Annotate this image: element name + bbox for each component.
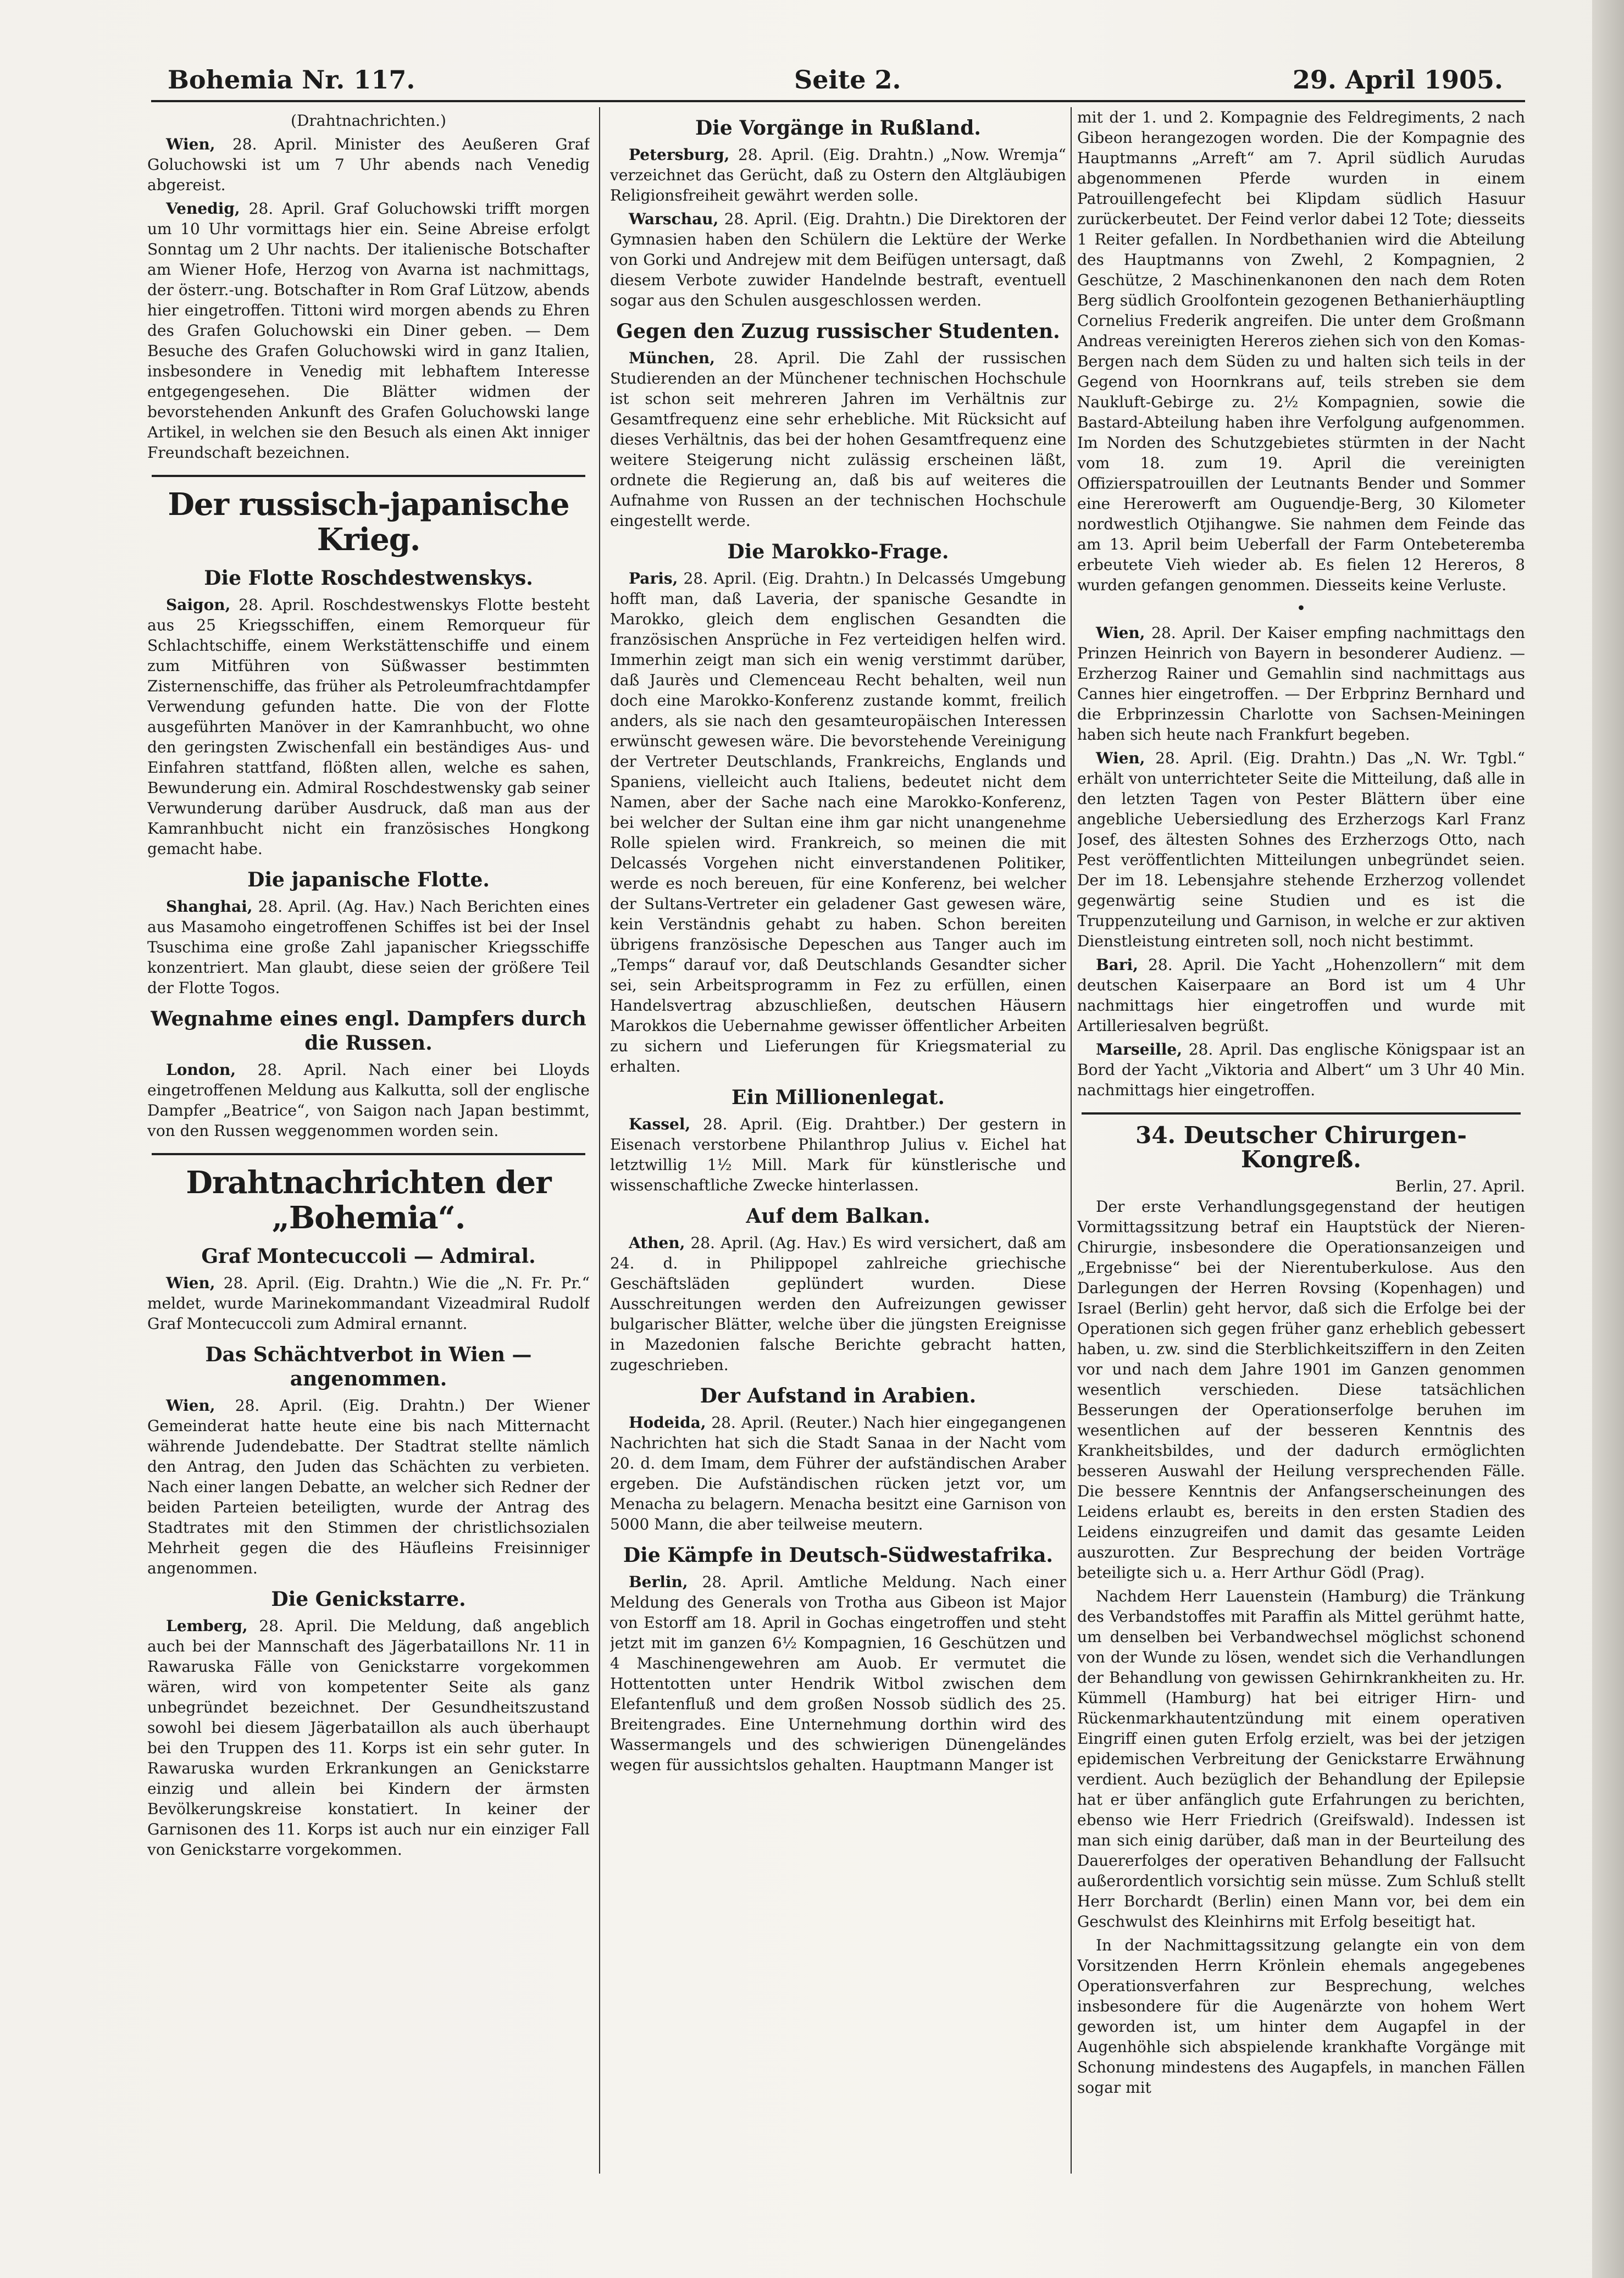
article-heading: Der Aufstand in Arabien. [700, 1384, 977, 1407]
article-paragraph: Warschau, 28. April. (Eig. Drahtn.) Die Direktoren der Gymnasien haben den Schülern die Lektüre der Werke von Gorki und Andrejew mit dem Beifügen untersagt, daß diesem Verbote zuwider Handelnde bestraft, eventuell sogar aus den Schulen ausgeschlossen werden. [610, 210, 1066, 309]
section-title: Der russisch-japanische Krieg. [168, 486, 569, 558]
dateline: Wien, [166, 1396, 215, 1415]
article-heading: Das Schächtverbot in Wien — angenommen. [205, 1343, 532, 1390]
article-paragraph: London, 28. April. Nach einer bei Lloyds eingetroffenen Meldung aus Kalkutta, soll der englische Dampfer „Beatrice“, von Saigon nach Japan bestimmt, von den Russen weggenommen worden sein. [147, 1061, 590, 1140]
column-rule-1 [599, 107, 600, 2174]
column-rule-2 [1071, 107, 1072, 2174]
article-paragraph: München, 28. April. Die Zahl der russischen Studierenden an der Münchener technischen Hochschule ist schon seit mehreren Jahren im Verhältnis zur Gesamtfrequenz eine sehr erhebliche. Mit Rücksicht auf dieses Verhältnis, das bei der hohen Gesamtfrequenz eine weitere Steigerung nicht zulässig erscheinen läßt, ordnete die Regierung an, daß bis auf weiteres die Aufnahme von Russen an der technischen Hochschule eingestellt werde. [610, 349, 1066, 530]
article-paragraph: Athen, 28. April. (Ag. Hav.) Es wird versichert, daß am 24. d. in Philippopel zahlreiche griechische Geschäftsläden geplündert wurden. Diese Ausschreitungen werden den Aufreizungen gewisser bulgarischer Blätter, welche über die jüngsten Ereignisse in Mazedonien falsche Berichte gebracht hatten, zugeschrieben. [610, 1234, 1066, 1374]
article-paragraph: Paris, 28. April. (Eig. Drahtn.) In Delcassés Umgebung hofft man, daß Laveria, der spanische Gesandte in Marokko, gleich dem englischen Gesandten die französischen Ansprüche in Fez verteidigen helfen wird. Immerhin zeigt man sich ein wenig verstimmt darüber, daß Jaurès und Clemenceau Recht behalten, weil nun doch eine Marokko-Konferenz zustande kommt, freilich anders, als sie nach den gesamteuropäischen Interessen erwünscht gewesen wäre. Die bevorstehende Vereinigung der Vertreter Deutschlands, Frankreichs, Englands und Spaniens, vielleicht auch Italiens, bedeutet nicht dem Namen, aber der Sache nach eine Marokko-Konferenz, bei welcher der Sultan eine ihm gar nicht unangenehme Rolle spielen wird. Frankreich, so meinen die mit Delcassés Vorgehen nicht einverstandenen Politiker, werde es noch bereuen, für eine Konferenz, bei welcher der Sultans-Vertreter ein geladener Gast gewesen wäre, kein Verständnis gehabt zu haben. Schon bereiten übrigens französische Depeschen aus Tanger auch im „Temps“ darauf vor, daß Deutschlands Gesandter sicher sei, sein Arbeitsprogramm in Fez zu erfüllen, einen Handelsvertrag abzuschließen, deutschen Häusern Marokkos die Uebernahme gewisser öffentlicher Arbeiten zu sichern und Lieferungen für Kriegsmaterial zu erhalten. [610, 569, 1066, 1076]
dateline: Wien, [166, 1274, 215, 1292]
article-paragraph: Lemberg, 28. April. Die Meldung, daß angeblich auch bei der Mannschaft des Jägerbataillons Nr. 11 in Rawaruska Fälle von Genickstarre vorgekommen wären, wird von kompetenter Seite als ganz unbegründet bezeichnet. Der Gesundheitszustand sowohl bei diesem Jägerbataillon als auch überhaupt bei den Truppen des 11. Korps ist ein sehr guter. In Rawaruska wurden Erkrankungen an Genickstarre einzig und allein bei Kindern der ärmsten Bevölkerungskreise konstatiert. In keiner der Garnisonen des 11. Korps ist auch nur ein einziger Fall von Genickstarre vorgekommen. [147, 1617, 590, 1859]
section-kicker: (Drahtnachrichten.) [291, 112, 446, 130]
article-paragraph: Venedig, 28. April. Graf Goluchowski trifft morgen um 10 Uhr vormittags hier ein. Seine Abreise erfolgt Sonntag um 2 Uhr nachts. Der italienische Botschafter am Wiener Hofe, Herzog von Avarna ist nachmittags, der österr.-ung. Botschafter in Rom Graf Lützow, abends hier eingetroffen. Tittoni wird morgen abends zu Ehren des Grafen Goluchowski ein Diner geben. — Dem Besuche des Grafen Goluchowski wird in ganz Italien, insbesondere in Venedig mit lebhaftem Interesse entgegengesehen. Die Blätter widmen der bevorstehenden Ankunft des Grafen Goluchowski lange Artikel, in welchen sie den Besuch als einen Akt inniger Freundschaft bezeichnen. [147, 199, 590, 462]
article-heading: Die japanische Flotte. [247, 868, 490, 891]
dateline: Shanghai, [166, 897, 253, 916]
dateline: London, [166, 1061, 236, 1079]
page-number: Seite 2. [794, 65, 901, 95]
article-paragraph: Saigon, 28. April. Roschdestwenskys Flotte besteht aus 25 Kriegsschiffen, einem Remorqueur für Schlachtschiffe, einem Werkstättenschiffe und einem zum Mitführen von Süßwasser bestimmten Zisternenschiffe, das früher als Petroleumfrachtdampfer Verwendung gefunden hatte. Die von der Flotte ausgeführten Manöver in der Kamranhbucht, wo ohne den geringsten Zwischenfall ein beständiges Aus- und Einfahren stattfand, flößten allen, welche es sahen, Bewunderung ein. Admiral Roschdestwensky gab seiner Verwunderung darüber Ausdruck, daß man aus der Kamranhbucht nicht ein französisches Hongkong gemacht habe. [147, 596, 590, 858]
dateline: Athen, [629, 1234, 685, 1252]
section-divider [1082, 1112, 1521, 1115]
section-title: Drahtnachrichten der „Bohemia“. [186, 1165, 551, 1236]
article-heading: Ein Millionenlegat. [731, 1086, 945, 1109]
article-heading: 34. Deutscher Chirurgen-Kongreß. [1135, 1122, 1467, 1173]
article-heading: Die Vorgänge in Rußland. [695, 117, 981, 140]
dateline: Berlin, [629, 1573, 688, 1591]
article-paragraph: Berlin, 28. April. Amtliche Meldung. Nach einer Meldung des Generals von Trotha aus Gibeon ist Major von Estorff am 18. April in Gochas eingetroffen und steht jetzt mit im ganzen 6½ Kompagnien, 16 Geschützen und 4 Maschinengewehren am Auob. Er vermutet die Hottentotten unter Hendrik Witbol zwischen dem Elefantenfluß und dem großen Nossob südlich des 25. Breitengrades. Eine Unternehmung dorthin wird des Wassermangels und des schwierigen Dünengeländes wegen für aussichtslos gehalten. Hauptmann Manger ist [610, 1573, 1066, 1774]
dateline: Wien, [1096, 624, 1145, 642]
article-paragraph: Kassel, 28. April. (Eig. Drahtber.) Der gestern in Eisenach verstorbene Philanthrop Julius v. Eichel hat letztwillig 1½ Mill. Mark für künstlerische und wissenschaftliche Zwecke hinterlassen. [610, 1115, 1066, 1194]
article-heading: Graf Montecuccoli — Admiral. [201, 1245, 536, 1268]
article-paragraph: Wien, 28. April. (Eig. Drahtn.) Der Wiener Gemeinderat hatte heute eine bis nach Mitternacht währende Judendebatte. Der Stadtrat stellte nämlich den Antrag, den Juden das Schächten zu verbieten. Nach einer langen Debatte, an welcher sich Redner der beiden Parteien beteiligten, wurde der Antrag des Stadtrates mit den Stimmen der christlichsozialen Mehrheit gegen die des Häufleins Freisinniger angenommen. [147, 1396, 590, 1577]
dateline: Paris, [629, 569, 678, 587]
dateline: Wien, [1096, 749, 1145, 767]
article-heading: Gegen den Zuzug russischer Studenten. [616, 320, 1060, 343]
article-paragraph: Nachdem Herr Lauenstein (Hamburg) die Tränkung des Verbandstoffes mit Paraffin als Mittel gerühmt hatte, um denselben bei Verbandwechsel möglichst schonend von der Wunde zu lösen, wendet sich die Verhandlungen der Behandlung von gewissen Gehirnkrankheiten zu. Hr. Kümmell (Hamburg) hat bei eitriger Hirn- und Rückenmarkhautentzündung mit einem operativen Eingriff einen guten Erfolg erzielt, was bei der jetzigen epidemischen Verbreitung der Genickstarre Erwähnung verdient. Auch bezüglich der Behandlung der Epilepsie hat er über anfänglich gute Erfahrungen zu berichten, ebenso wie Herr Friedrich (Greifswald). Indessen ist man sich einig darüber, daß man in der Beurteilung des Dauererfolges der operativen Behandlung der Fallsucht außerordentlich vorsichtig sein müsse. Zum Schluß stellt Herr Borchardt (Berlin) einen Mann vor, bei dem ein Geschwulst des Kleinhirns mit Erfolg beseitigt hat. [1077, 1587, 1525, 1931]
paper-issue: Bohemia Nr. 117. [168, 65, 415, 95]
header-rule [151, 100, 1525, 102]
article-paragraph: In der Nachmittagssitzung gelangte ein von dem Vorsitzenden Herrn Krönlein ehemals angegebenes Operationsverfahren zur Besprechung, welches insbesondere für die Augenärzte von hohem Wert geworden ist, um hinter dem Augapfel in der Augenhöhle sich abspielende krankhafte Vorgänge mit Schonung mindestens des Augapfels, in manchen Fällen sogar mit [1077, 1936, 1525, 2097]
dateline: Kassel, [629, 1115, 691, 1133]
issue-date: 29. April 1905. [1292, 65, 1503, 95]
dateline: Saigon, [166, 596, 231, 614]
article-heading: Die Marokko-Frage. [727, 540, 949, 563]
dateline: Warschau, [629, 210, 719, 228]
page-edge-shadow [1592, 0, 1624, 2278]
column-2 [610, 107, 1066, 2174]
article-heading: Die Flotte Roschdestwenskys. [204, 567, 533, 590]
article-heading: Wegnahme eines engl. Dampfers durch die Russen. [151, 1007, 586, 1055]
section-divider [152, 1153, 585, 1155]
dateline: Wien, [166, 135, 215, 153]
column-3 [1077, 107, 1525, 2174]
article-paragraph: Shanghai, 28. April. (Ag. Hav.) Nach Berichten eines aus Masamoho eingetroffenen Schiffes ist bei der Insel Tsuschima eine große Zahl japanischer Kriegsschiffe konzentriert. Man glaubt, diese seien der größere Teil der Flotte Togos. [147, 897, 590, 997]
article-paragraph: Wien, 28. April. Minister des Aeußeren Graf Goluchowski ist um 7 Uhr abends nach Venedig abgereist. [147, 135, 590, 194]
article-paragraph: Hodeida, 28. April. (Reuter.) Nach hier eingegangenen Nachrichten hat sich die Stadt Sanaa in der Nacht vom 20. d. dem Imam, dem Führer der aufständischen Araber ergeben. Die Aufständischen rücken jetzt vor, um Menacha zu belagern. Menacha besitzt eine Garnison von 5000 Mann, die aber teilweise meutern. [610, 1414, 1066, 1533]
dateline: Lemberg, [166, 1617, 248, 1635]
dateline: Petersburg, [629, 146, 730, 164]
article-paragraph: Petersburg, 28. April. (Eig. Drahtn.) „Now. Wremja“ verzeichnet das Gerücht, daß zu Ostern den Altgläubigen Religionsfreiheit gewährt werden solle. [610, 146, 1066, 204]
article-heading: Die Kämpfe in Deutsch-Südwestafrika. [623, 1544, 1054, 1567]
dateline: Berlin, 27. April. [1395, 1177, 1525, 1195]
article-paragraph: Der erste Verhandlungsgegenstand der heutigen Vormittagssitzung betraf ein Hauptstück der Nieren-Chirurgie, insbesondere die Operationsanzeigen und „Ergebnisse“ bei der Nierentuberkulose. Aus den Darlegungen der Herren Rovsing (Kopenhagen) und Israel (Berlin) geht hervor, daß sich die Erfolge bei der Operationen sich gegen früher ganz erheblich gebessert haben, u. zw. sind die Sterblichkeitsziffern in den Zeiten vor und nach dem Jahre 1901 im Ganzen genommen wesentlich verschieden. Diese tatsächlichen Besserungen der Operationserfolge beruhen im wesentlichen auf der besseren Kenntnis des Krankheitsbildes, und der dadurch ermöglichten besseren Auswahl der Heilung versprechenden Fälle. Die bessere Kenntnis der Anfangserscheinungen des Leidens erlaubt es, bereits in den ersten Stadien des Leidens einzugreifen und damit das gesamte Leiden auszurotten. Zur Besprechung der beiden Vorträge beteiligte sich u. a. Herr Arthur Gödl (Prag). [1077, 1198, 1525, 1582]
dateline: Hodeida, [629, 1414, 706, 1432]
article-heading: Auf dem Balkan. [746, 1205, 930, 1228]
article-paragraph: Wien, 28. April. (Eig. Drahtn.) Wie die „N. Fr. Pr.“ meldet, wurde Marinekommandant Vizeadmiral Rudolf Graf Montecuccoli zum Admiral ernannt. [147, 1274, 590, 1333]
article-paragraph: Bari, 28. April. Die Yacht „Hohenzollern“ mit dem deutschen Kaiserpaare an Bord ist um 4 Uhr nachmittags hier eingetroffen und wurde mit Artilleriesalven begrüßt. [1077, 956, 1525, 1035]
dateline: Bari, [1096, 956, 1138, 974]
article-paragraph: Wien, 28. April. Der Kaiser empfing nachmittags den Prinzen Heinrich von Bayern in besonderer Audienz. — Erzherzog Rainer und Gemahlin sind nachmittags aus Cannes hier eingetroffen. — Der Erbprinz Bernhard und die Erbprinzessin Charlotte von Sachsen-Meiningen haben sich heute nach Frankfurt begeben. [1077, 624, 1525, 744]
section-divider [152, 475, 585, 477]
article-heading: Die Genickstarre. [271, 1588, 466, 1611]
page-header [168, 62, 1503, 98]
separator-dot: • [1296, 599, 1306, 618]
article-paragraph: Marseille, 28. April. Das englische Königspaar ist an Bord der Yacht „Viktoria and Albert“ um 3 Uhr 40 Min. nachmittags hier eingetroffen. [1077, 1040, 1525, 1099]
dateline: Marseille, [1096, 1040, 1182, 1058]
article-paragraph: mit der 1. und 2. Kompagnie des Feldregiments, 2 nach Gibeon herangezogen worden. Die der Kompagnie des Hauptmanns „Arreft“ am 7. April südlich Aurudas abgenommenen Pferde wurden in einem Patrouillengefecht bei Klipdam südlich Hasuur zurückerbeutet. Der Feind verlor dabei 12 Tote; diesseits 1 Reiter gefallen. In Nordbethanien wird die Abteilung des Hauptmanns von Zwehl, 2 Kompagnien, 2 Geschütze, 2 Maschinenkanonen den nach dem Roten Berg südlich Groolfontein gezogenen Bethanierhäuptling Cornelius Frederik angreifen. Die unter dem Großmann Andreas vereinigten Hereros ziehen sich von den Komas-Bergen nach dem Süden zu und halten sich teils in der Gegend von Hoornkrans auf, teils streben sie dem Naukluft-Gebirge zu. 2½ Kompagnien, sowie die Bastard-Abteilung haben ihre Verfolgung aufgenommen. Im Norden des Schutzgebietes stürmten in der Nacht vom 18. zum 19. April die vereinigten Offizierspatrouillen der Leutnants Bender und Sommer eine Hererowerft am Ouguendje-Berg, 30 Kilometer nordwestlich Otjihangwe. Sie nahmen dem Feinde das am 13. April beim Ueberfall der Farm Ontebeteremba erbeutete Vieh wieder ab. Es fielen 12 Hereros, 8 wurden gefangen genommen. Diesseits keine Verluste. [1077, 108, 1525, 594]
article-paragraph: Wien, 28. April. (Eig. Drahtn.) Das „N. Wr. Tgbl.“ erhält von unterrichteter Seite die Mitteilung, daß alle in den letzten Tagen von Pester Blättern über eine angebliche Uebersiedlung des Erzherzogs Karl Franz Josef, des ältesten Sohnes des Erzherzogs Otto, nach Pest veröffentlichten Mitteilungen unbegründet seien. Der im 18. Lebensjahre stehende Erzherzog vollendet gegenwärtig seine Studien und es ist die Truppenzuteilung und Garnison, in welche er zur aktiven Dienstleistung eintreten soll, noch nicht bestimmt. [1077, 749, 1525, 950]
dateline: München, [629, 349, 716, 367]
column-1 [147, 107, 590, 2174]
dateline: Venedig, [166, 199, 240, 218]
